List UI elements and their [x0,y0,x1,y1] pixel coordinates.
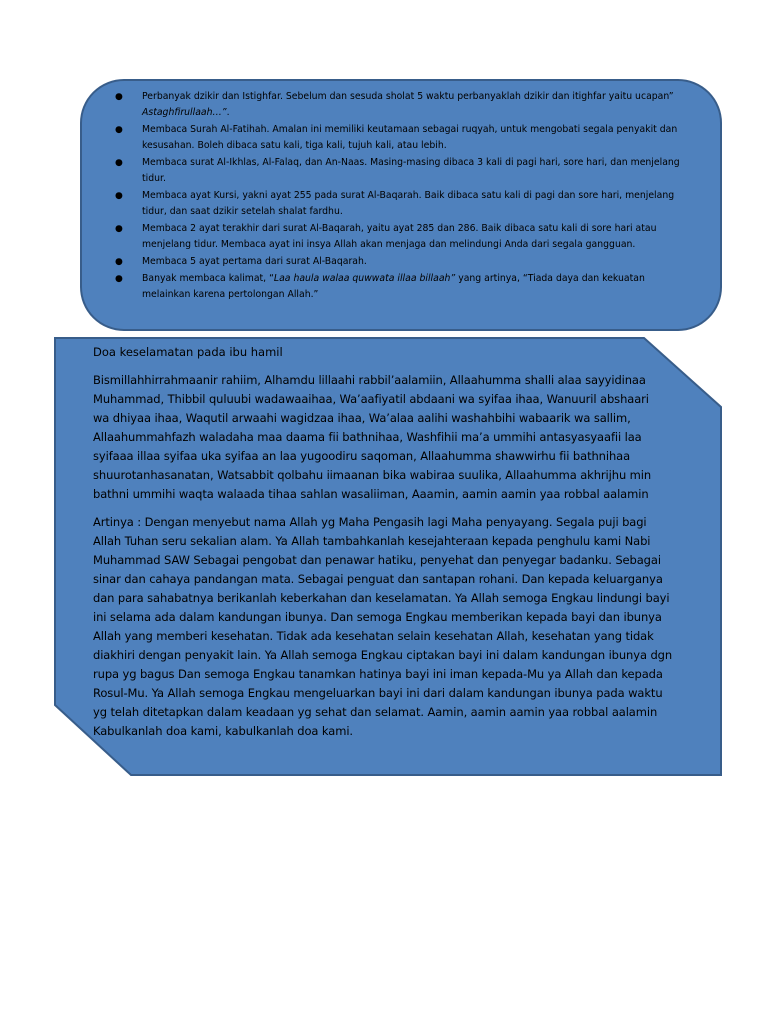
tip-item: ● Membaca ayat Kursi, yakni ayat 255 pada surat Al-Baqarah. Baik dibaca satu kali di pagi dan sore hari, menjelang tidur, dan saat dzikir setelah shalat fardhu. [115,190,675,217]
doa-title: Doa keselamatan pada ibu hamil [93,345,283,359]
tip-item: ● Membaca Surah Al-Fatihah. Amalan ini memiliki keutamaan sebagai ruqyah, untuk mengobati segala penyakit dan kesusahan. Boleh dibaca satu kali, tiga kali, tujuh kali, atau lebih. [115,124,678,151]
bullet-icon: ● [115,224,123,234]
tip-item: ● Membaca 2 ayat terakhir dari surat Al-Baqarah, yaitu ayat 285 dan 286. Baik dibaca satu kali di sore hari atau menjelang tidur. Membaca ayat ini insya Allah akan menjaga dan melindungi Anda dari segala gangguan. [115,223,657,250]
tip-item: ● Membaca 5 ayat pertama dari surat Al-Baqarah. [112,254,690,270]
doa-arabic-transliteration: Bismillahhirrahmaanir rahiim, Alhamdu lillaahi rabbil’aalamiin, Allaahumma shalli alaa sayyidinaa Muhammad, Thibbil quluubi wadawaaihaa, Wa’aafiyatil abdaani wa syifaa ihaa, Wanuuril abshaari wa dhiyaa ihaa, Waqutil arwaahi wagidzaa ihaa, Wa’alaa aalihi washahbihi wabaarik wa sallim, Allaahummahfazh waladaha maa daama fii bathnihaa, Washfihii ma’a ummihi antasyasyaafii laa syifaaa illaa syifaa uka syifaa an laa yugoodiru saqoman, Allaahumma shawwirhu fii bathnihaa shuurotanhasanatan, Watsabbit qolbahu iimaanan bika wabiraa suulika, Allaahumma akhrijhu min bathni ummihi waqta walaada tihaa sahlan wasaliiman, Aaamin, aamin aamin yaa robbal aalamin [93,373,652,501]
bullet-icon: ● [115,257,123,267]
tip-item: ● Membaca surat Al-Ikhlas, Al-Falaq, dan An-Naas. Masing-masing dibaca 3 kali di pagi hari, sore hari, dan menjelang tidur. [115,157,680,184]
doa-box [54,337,722,776]
tips-box [80,79,722,331]
doa-content [93,343,683,750]
tip-item: ● Perbanyak dzikir dan Istighfar. Sebelum dan sesuda sholat 5 waktu perbanyaklah dzikir dan itighfar yaitu ucapan” Astaghfirullaah…”. [115,91,674,118]
bullet-icon: ● [115,125,123,135]
bullet-icon: ● [115,158,123,168]
tips-list [82,81,720,303]
tip-item: ● Banyak membaca kalimat, “Laa haula walaa quwwata illaa billaah” yang artinya, “Tiada daya dan kekuatan melainkan karena pertolongan Allah.” [115,273,645,300]
bullet-icon: ● [115,92,123,102]
bullet-icon: ● [115,191,123,201]
doa-translation: Artinya : Dengan menyebut nama Allah yg Maha Pengasih lagi Maha penyayang. Segala puji bagi Allah Tuhan seru sekalian alam. Ya Allah tambahkanlah kesejahteraan kepada penghulu kami Nabi Muhammad SAW Sebagai pengobat dan penawar hatiku, penyehat dan penyegar badanku. Sebagai sinar dan cahaya pandangan mata. Sebagai penguat dan santapan rohani. Dan kepada keluarganya dan para sahabatnya berikanlah keberkahan dan keselamatan. Ya Allah semoga Engkau lindungi bayi ini selama ada dalam kandungan ibunya. Dan semoga Engkau memberikan kepada bayi dan ibunya Allah yang memberi kesehatan. Tidak ada kesehatan selain kesehatan Allah, kesehatan yang tidak diakhiri dengan penyakit lain. Ya Allah semoga Engkau ciptakan bayi ini dalam kandungan ibunya dgn rupa yg bagus Dan semoga Engkau tanamkan hatinya bayi ini iman kepada-Mu ya Allah dan kepada Rosul-Mu. Ya Allah semoga Engkau mengeluarkan bayi ini dari dalam kandungan ibunya pada waktu yg telah ditetapkan dalam keadaan yg sehat dan selamat. Aamin, aamin aamin yaa robbal aalamin Kabulkanlah doa kami, kabulkanlah doa kami. [93,515,673,738]
bullet-icon: ● [115,274,123,284]
